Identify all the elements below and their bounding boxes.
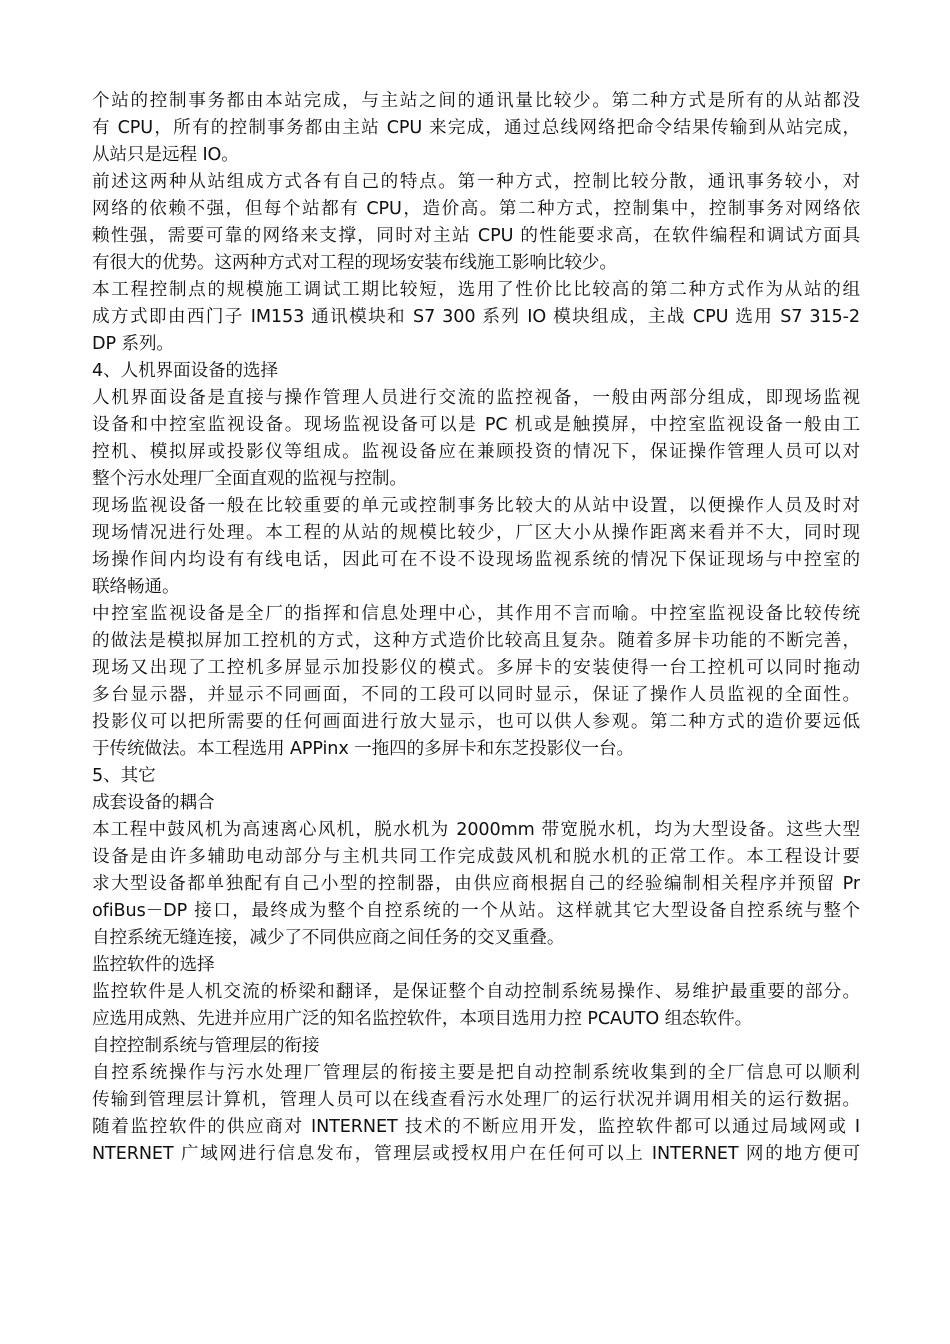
text-line: 控机、模拟屏或投影仪等组成。监视设备应在兼顾投资的情况下，保证操作管理人员可以对 — [92, 442, 860, 462]
text-line: DP 系列。 — [92, 334, 174, 354]
text-line: 现场情况进行处理。本工程的从站的规模比较少，厂区大小从操作距离来看并不大，同时现 — [92, 523, 860, 543]
document-page — [92, 88, 860, 1168]
text-line: 本工程控制点的规模施工调试工期比较短，选用了性价比比较高的第二种方式作为从站的组 — [92, 280, 860, 300]
text-line: 求大型设备都单独配有自己小型的控制器，由供应商根据自己的经验编制相关程序并预留 Pr — [92, 874, 860, 894]
text-line: NTERNET 广域网进行信息发布，管理层或授权用户在任何可以上 INTERNET 网的地方便可 — [92, 1144, 860, 1164]
text-line: 应选用成熟、先进并应用广泛的知名监控软件，本项目选用力控 PCAUTO 组态软件。 — [92, 1009, 753, 1029]
text-line: 有很大的优势。这两种方式对工程的现场安装布线施工影响比较少。 — [92, 253, 617, 273]
text-line: 场操作间内均设有有线电话，因此可在不设不设现场监视系统的情况下保证现场与中控室的 — [92, 550, 860, 570]
text-line: 整个污水处理厂全面直观的监视与控制。 — [92, 469, 407, 489]
text-line: 前述这两种从站组成方式各有自己的特点。第一种方式，控制比较分散，通讯事务较小，对 — [92, 172, 860, 192]
text-line: 网络的依赖不强，但每个站都有 CPU，造价高。第二种方式，控制集中，控制事务对网络依 — [92, 199, 860, 219]
text-line: 监控软件是人机交流的桥梁和翻译，是保证整个自动控制系统易操作、易维护最重要的部分。 — [92, 982, 860, 1002]
text-line: 传输到管理层计算机，管理人员可以在线查看污水处理厂的运行状况并调用相关的运行数据。 — [92, 1090, 860, 1110]
text-line: 现场监视设备一般在比较重要的单元或控制事务比较大的从站中设置，以便操作人员及时对 — [92, 496, 860, 516]
text-line: 自控系统无缝连接，减少了不同供应商之间任务的交叉重叠。 — [92, 928, 565, 948]
text-line: 多台显示器，并显示不同画面，不同的工段可以同时显示，保证了操作人员监视的全面性。 — [92, 685, 860, 705]
text-line: 中控室监视设备是全厂的指挥和信息处理中心，其作用不言而喻。中控室监视设备比较传统 — [92, 604, 860, 624]
text-line: 的做法是模拟屏加工控机的方式，这种方式造价比较高且复杂。随着多屏卡功能的不断完善， — [92, 631, 860, 651]
section-heading: 5、其它 — [92, 766, 156, 786]
text-line: 成方式即由西门子 IM153 通讯模块和 S7 300 系列 IO 模块组成，主战 CPU 选用 S7 315-2 — [92, 307, 860, 327]
section-heading: 4、人机界面设备的选择 — [92, 361, 279, 381]
text-line: 于传统做法。本工程选用 APPinx 一拖四的多屏卡和东芝投影仪一台。 — [92, 739, 635, 759]
text-line: 联络畅通。 — [92, 577, 180, 597]
text-line: 有 CPU，所有的控制事务都由主站 CPU 来完成，通过总线网络把命令结果传输到从站完成， — [92, 118, 860, 138]
subsection-heading: 成套设备的耦合 — [92, 793, 215, 813]
text-line: 设备和中控室监视设备。现场监视设备可以是 PC 机或是触摸屏，中控室监视设备一般由工 — [92, 415, 860, 435]
text-line: 现场又出现了工控机多屏显示加投影仪的模式。多屏卡的安装使得一台工控机可以同时拖动 — [92, 658, 860, 678]
subsection-heading: 自控控制系统与管理层的衔接 — [92, 1036, 320, 1056]
text-line: 设备是由许多辅助电动部分与主机共同工作完成鼓风机和脱水机的正常工作。本工程设计要 — [92, 847, 860, 867]
text-line: 人机界面设备是直接与操作管理人员进行交流的监控视备，一般由两部分组成，即现场监视 — [92, 388, 860, 408]
text-line: 随着监控软件的供应商对 INTERNET 技术的不断应用开发，监控软件都可以通过局域网或 I — [92, 1117, 860, 1137]
text-line: ofiBus－DP 接口，最终成为整个自控系统的一个从站。这样就其它大型设备自控系统与整个 — [92, 901, 860, 921]
text-line: 赖性强，需要可靠的网络来支撑，同时对主站 CPU 的性能要求高，在软件编程和调试方面具 — [92, 226, 860, 246]
text-line: 从站只是远程 IO。 — [92, 145, 239, 165]
text-line: 个站的控制事务都由本站完成，与主站之间的通讯量比较少。第二种方式是所有的从站都没 — [92, 91, 860, 111]
text-line: 投影仪可以把所需要的任何画面进行放大显示，也可以供人参观。第二种方式的造价要远低 — [92, 712, 860, 732]
text-line: 自控系统操作与污水处理厂管理层的衔接主要是把自动控制系统收集到的全厂信息可以顺利 — [92, 1063, 860, 1083]
text-line: 本工程中鼓风机为高速离心风机，脱水机为 2000mm 带宽脱水机，均为大型设备。这些大型 — [92, 820, 860, 840]
subsection-heading: 监控软件的选择 — [92, 955, 215, 975]
